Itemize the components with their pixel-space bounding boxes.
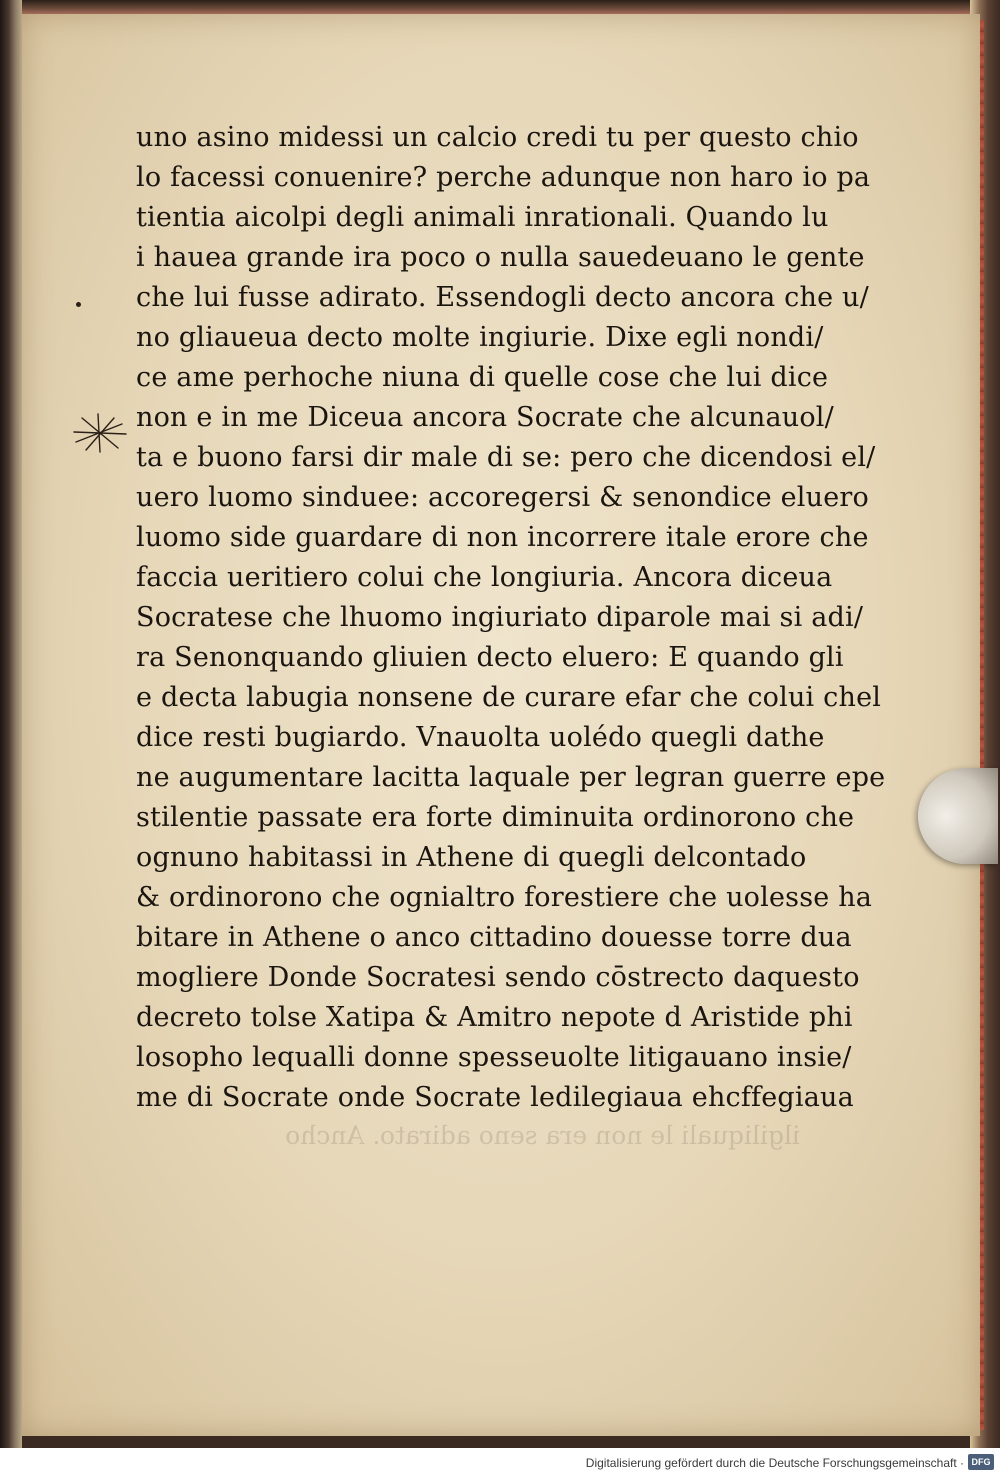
text-line: mogliere Donde Socratesi sendo cōstrecto daquesto <box>136 962 860 993</box>
text-line: uno asino midessi un calcio credi tu per questo chio <box>136 122 859 153</box>
text-line: lo facessi conuenire? perche adunque non haro io pa <box>136 162 871 193</box>
funding-credit: Digitalisierung gefördert durch die Deutsche Forschungsgemeinschaft · <box>585 1456 964 1470</box>
dot-mark-icon <box>76 302 81 307</box>
text-line: faccia ueritiero colui che longiuria. Ancora diceua <box>136 562 833 593</box>
text-line: tientia aicolpi degli animali inrationali. Quando lu <box>136 202 829 233</box>
footer-bar <box>0 1448 1000 1478</box>
text-line: Socratese che lhuomo ingiuriato diparole mai si adi/ <box>136 602 864 633</box>
text-line: i hauea grande ira poco o nulla sauedeuano le gente <box>136 242 865 273</box>
text-line: stilentie passate era forte diminuita ordinorono che <box>136 802 855 833</box>
text-line: no gliaueua decto molte ingiurie. Dixe egli nondi/ <box>136 322 824 353</box>
text-line: uero luomo sinduee: accoregersi & senondice eluero <box>136 482 869 513</box>
text-line: dice resti bugiardo. Vnauolta uolédo quegli dathe <box>136 722 825 753</box>
text-line: bitare in Athene o anco cittadino douesse torre dua <box>136 922 852 953</box>
text-line: luomo side guardare di non incorrere itale erore che <box>136 522 869 553</box>
star-asterisk-icon <box>68 412 130 454</box>
text-line: non e in me Diceua ancora Socrate che alcunauol/ <box>136 402 834 433</box>
text-line: e decta labugia nonsene de curare efar che colui chel <box>136 682 882 713</box>
bleed-through-text: ilgiliquali le non era seno adirato. Ancho <box>285 1121 800 1150</box>
text-line: che lui fusse adirato. Essendogli decto ancora che u/ <box>136 282 869 313</box>
text-line: losopho lequalli donne spesseuolte litigauano insie/ <box>136 1042 852 1073</box>
text-line: ce ame perhoche niuna di quelle cose che lui dice <box>136 362 829 393</box>
text-line: ognuno habitassi in Athene di quegli delcontado <box>136 842 807 873</box>
dfg-logo: DFG <box>968 1454 994 1470</box>
text-line: decreto tolse Xatipa & Amitro nepote d Aristide phi <box>136 1002 853 1033</box>
text-line: me di Socrate onde Socrate ledilegiaua ehcffegiaua <box>136 1082 854 1113</box>
book-binding-edge <box>0 0 22 1448</box>
book-top-edge <box>0 0 1000 14</box>
text-line: ta e buono farsi dir male di se: pero che dicendosi el/ <box>136 442 876 473</box>
text-line: ne augumentare lacitta laquale per legran guerre epe <box>136 762 886 793</box>
text-line: ra Senonquando gliuien decto eluero: E quando gli <box>136 642 844 673</box>
text-block <box>136 118 886 1120</box>
text-line: & ordinorono che ognialtro forestiere che uolesse ha <box>136 882 873 913</box>
